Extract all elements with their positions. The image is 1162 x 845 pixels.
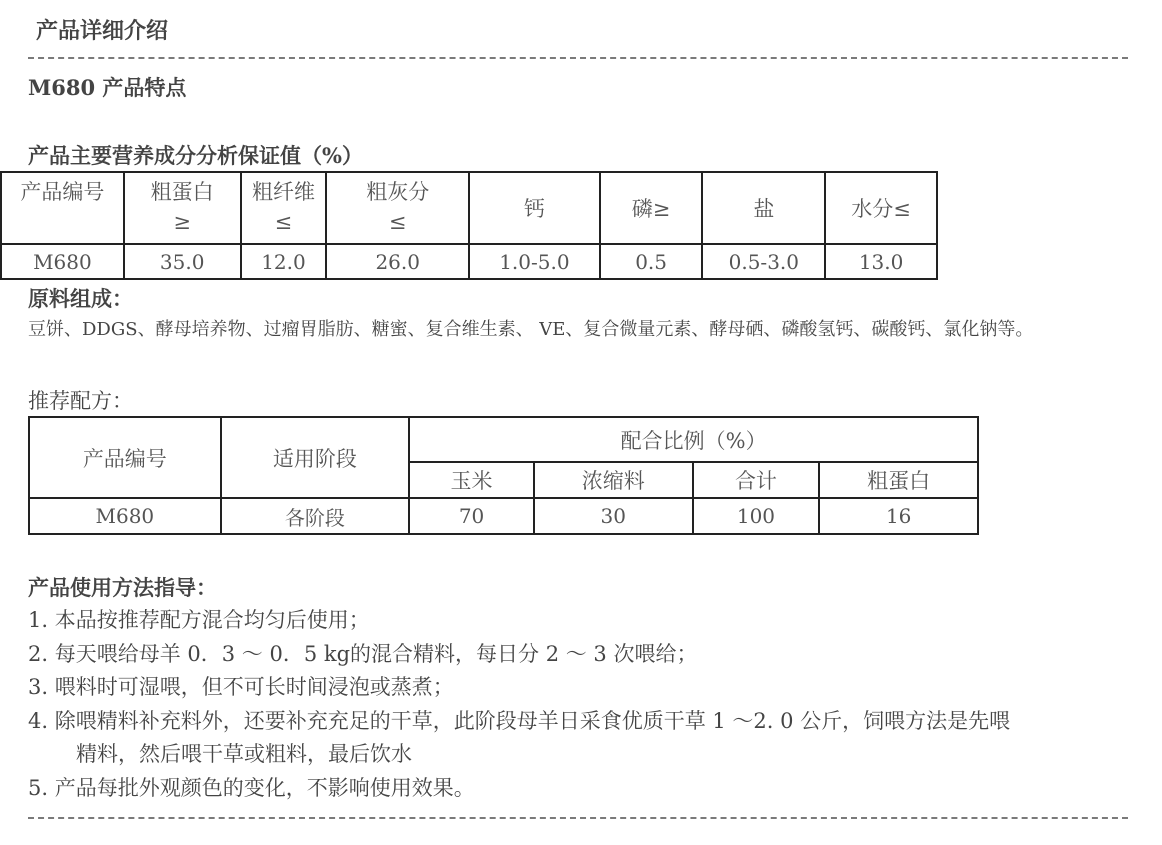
recipe-stage-cell: 各阶段 — [221, 498, 410, 534]
list-item: 1. 本品按推荐配方混合均匀后使用； — [28, 608, 370, 632]
list-item: 4. 除喂精料补充料外，还要补充充足的干草，此阶段母羊日采食优质干草 1 ～2. 0 公斤，饲喂方法是先喂 — [28, 708, 1011, 733]
recipe-ratio-header: 配合比例（%） — [409, 417, 978, 462]
recipe-subheader-cell: 合计 — [693, 462, 820, 498]
nutrition-table — [0, 171, 938, 280]
recipe-header-row — [29, 417, 978, 462]
nutrition-header-cell: 粗灰分 ≤ — [326, 172, 469, 244]
recipe-col-product: 产品编号 — [29, 417, 221, 498]
nutrition-header-row — [1, 172, 937, 244]
list-item: 3. 喂料时可湿喂，但不可长时间浸泡或蒸煮； — [28, 675, 454, 699]
nutrition-value-cell: 35.0 — [124, 244, 241, 279]
recipe-subheader-cell: 粗蛋白 — [819, 462, 978, 498]
nutrition-header-cell: 钙 — [469, 172, 600, 244]
table-row — [29, 498, 978, 534]
nutrition-heading: 产品主要营养成分分析保证值（%） — [28, 143, 363, 168]
recipe-heading: 推荐配方： — [28, 389, 133, 413]
nutrition-header-cell: 产品编号 — [1, 172, 124, 244]
recipe-value-cell: 70 — [409, 498, 534, 534]
list-item-continuation: 精料，然后喂干草或粗料，最后饮水 — [76, 742, 412, 766]
ingredients-text: 豆饼、DDGS、酵母培养物、过瘤胃脂肪、糖蜜、复合维生素、 VE、复合微量元素、酵母硒、磷酸氢钙、碳酸钙、氯化钠等。 — [28, 319, 1034, 340]
nutrition-header-cell: 粗纤维 ≤ — [241, 172, 327, 244]
recipe-subheader-cell: 浓缩料 — [534, 462, 693, 498]
nutrition-value-cell: 12.0 — [241, 244, 327, 279]
page-title: 产品详细介绍 — [36, 19, 169, 44]
ingredients-heading: 原料组成： — [28, 286, 133, 311]
recipe-table — [28, 416, 979, 535]
nutrition-value-cell: M680 — [1, 244, 124, 279]
nutrition-header-cell: 盐 — [702, 172, 825, 244]
recipe-value-cell: 30 — [534, 498, 693, 534]
nutrition-header-cell: 粗蛋白 ≥ — [124, 172, 241, 244]
nutrition-value-cell: 26.0 — [326, 244, 469, 279]
list-item: 5. 产品每批外观颜色的变化，不影响使用效果。 — [28, 775, 475, 800]
nutrition-header-cell: 水分≤ — [825, 172, 937, 244]
product-features-title: M680 产品特点 — [28, 75, 187, 100]
usage-heading: 产品使用方法指导： — [28, 575, 217, 600]
recipe-value-cell: 100 — [693, 498, 820, 534]
recipe-col-stage: 适用阶段 — [221, 417, 410, 498]
top-divider — [28, 57, 1128, 59]
table-row — [1, 244, 937, 279]
nutrition-value-cell: 13.0 — [825, 244, 937, 279]
list-item: 2. 每天喂给母羊 0．3 ～ 0．5 kg的混合精料，每日分 2 ～ 3 次喂给； — [28, 641, 698, 666]
bottom-divider — [28, 817, 1128, 819]
recipe-value-cell: 16 — [819, 498, 978, 534]
nutrition-value-cell: 0.5-3.0 — [702, 244, 825, 279]
recipe-subheader-cell: 玉米 — [409, 462, 534, 498]
nutrition-value-cell: 1.0-5.0 — [469, 244, 600, 279]
usage-list — [28, 604, 1138, 805]
recipe-product-cell: M680 — [29, 498, 221, 534]
nutrition-header-cell: 磷≥ — [600, 172, 703, 244]
nutrition-value-cell: 0.5 — [600, 244, 703, 279]
